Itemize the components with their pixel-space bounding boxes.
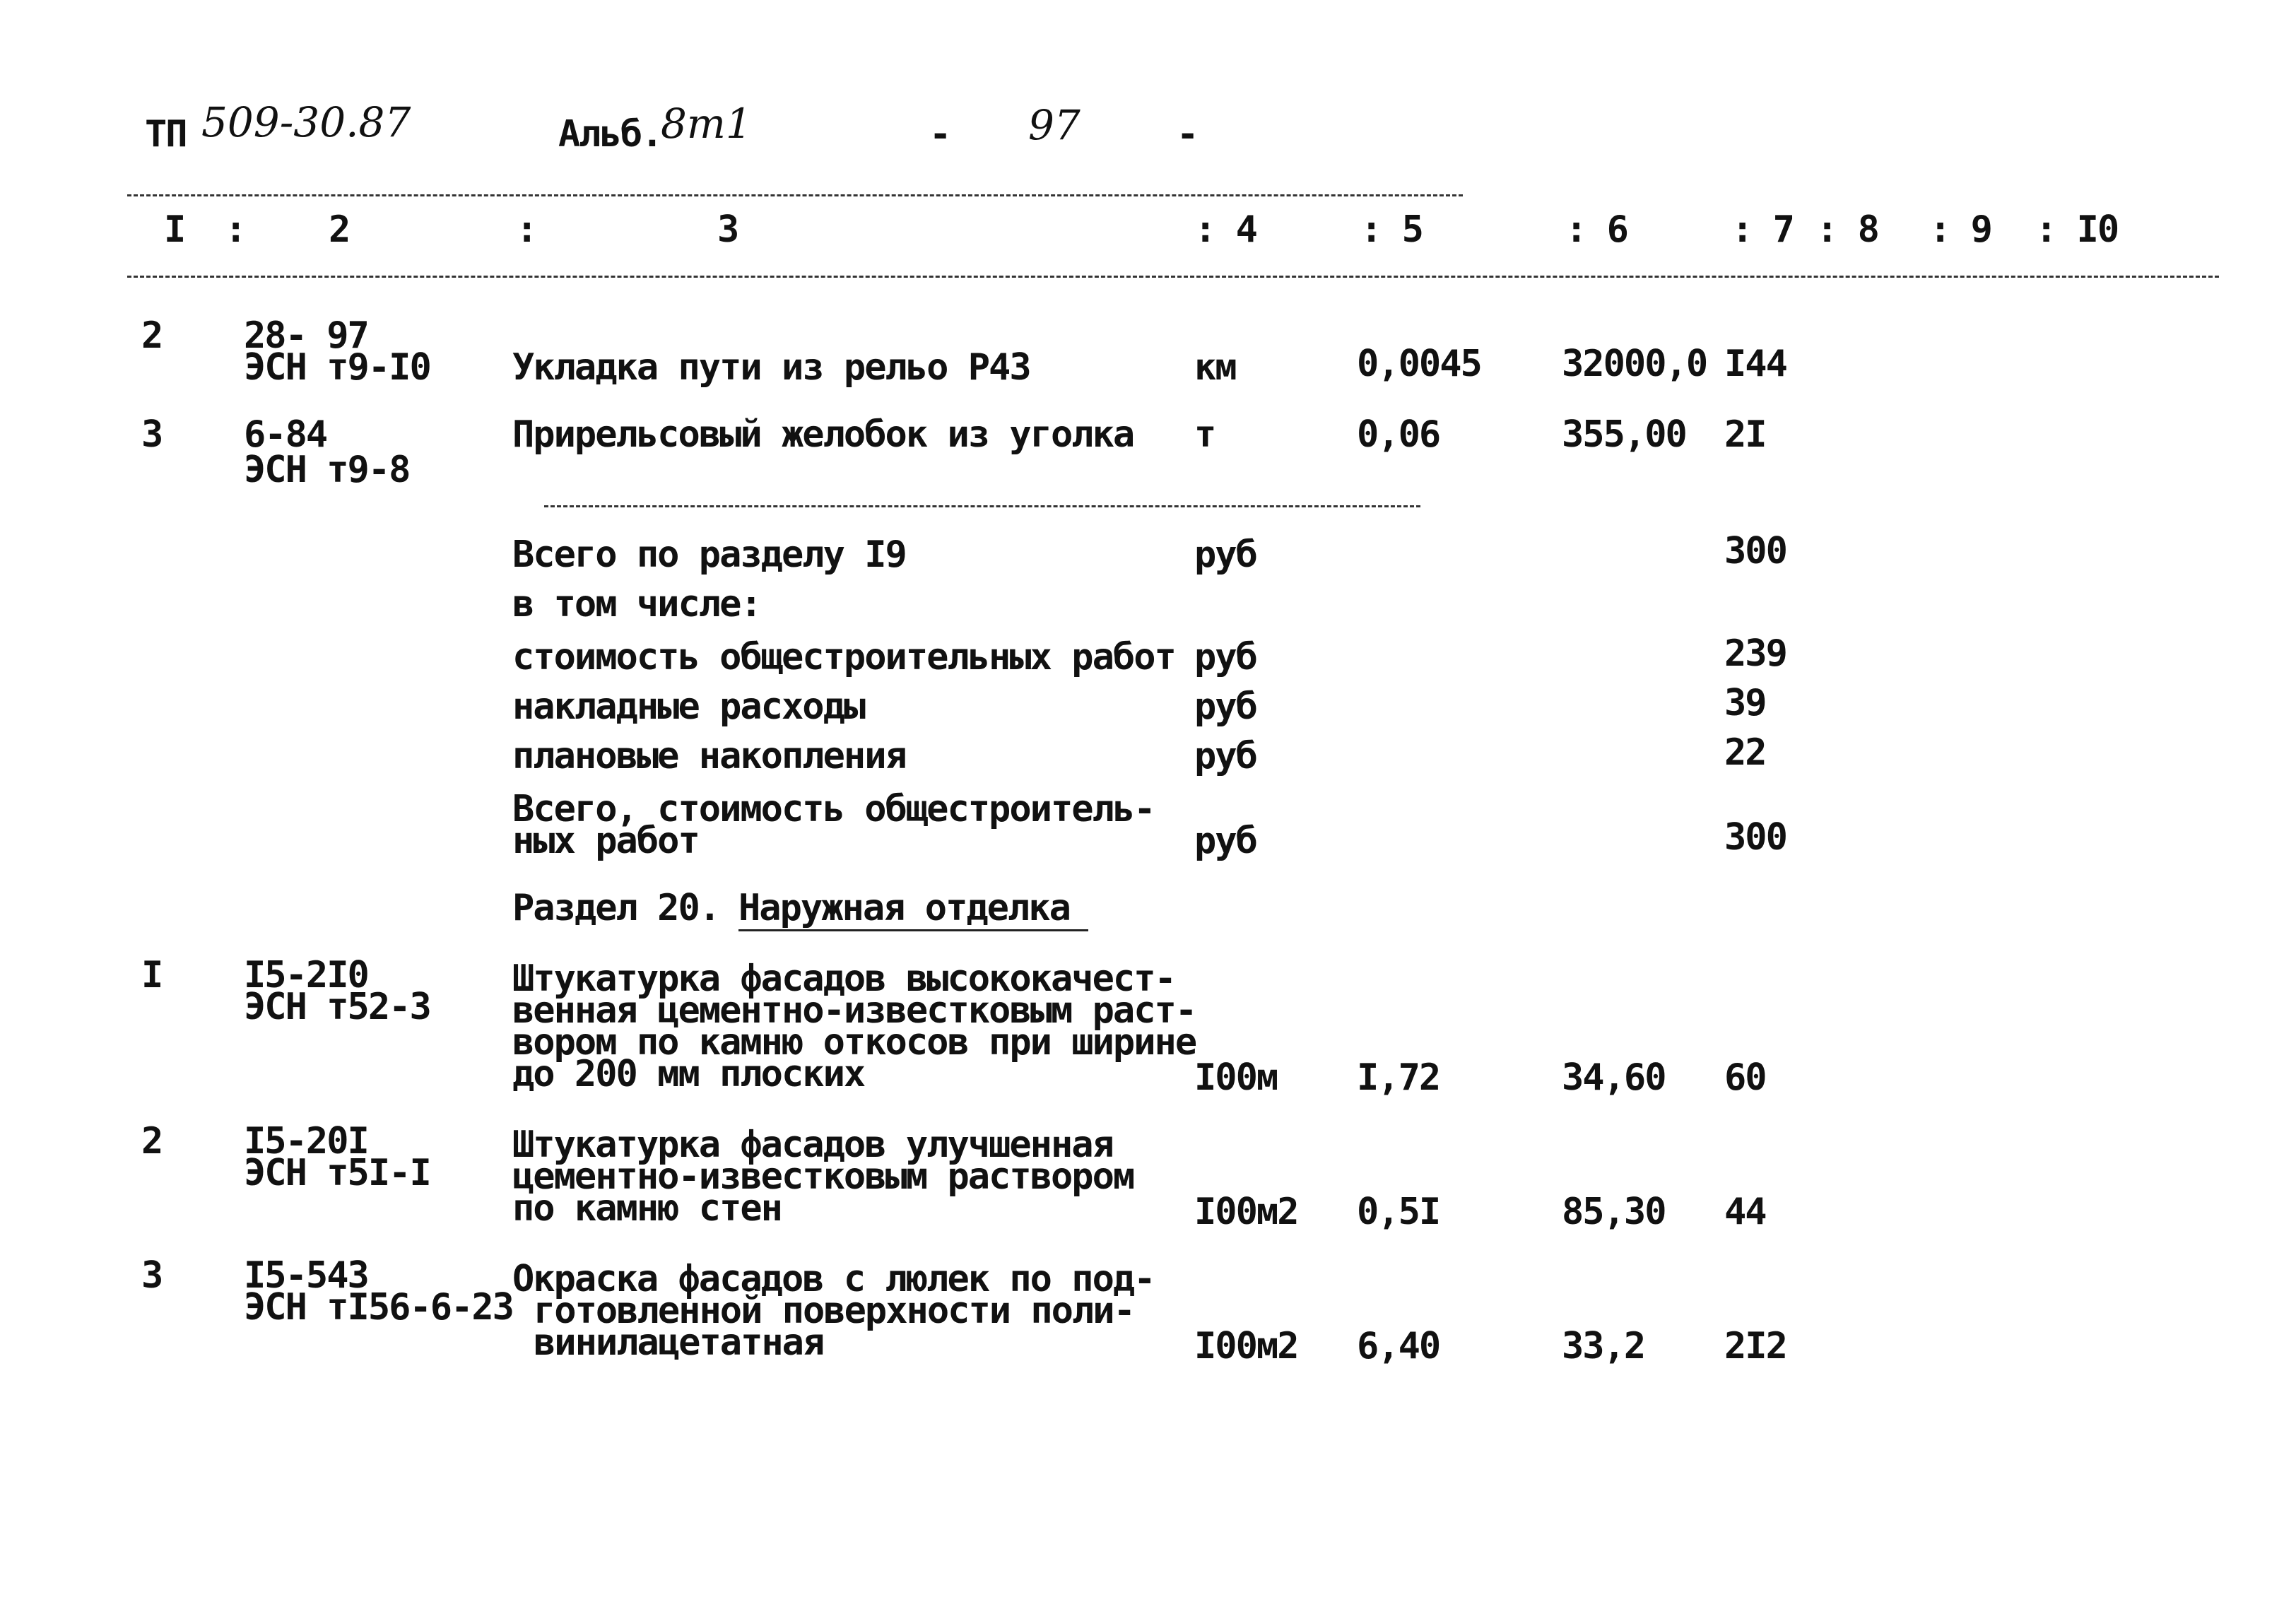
- col-7: : 7: [1731, 208, 1794, 251]
- col-sep: :: [516, 208, 537, 251]
- norm-code: I5-2I0: [244, 954, 368, 996]
- col-1: I: [164, 208, 185, 251]
- norm-code: I5-20I: [244, 1120, 368, 1162]
- unit-price: 34,60: [1562, 1056, 1666, 1099]
- unit: км: [1194, 346, 1236, 389]
- grand-total-value: 300: [1724, 816, 1786, 859]
- norm-reference: ЭСН т5I-I: [244, 1152, 430, 1194]
- construction-cost-unit: руб: [1194, 636, 1256, 678]
- header-rule-bottom: [127, 276, 2219, 278]
- work-description: готовленной поверхности поли-: [534, 1290, 1134, 1332]
- norm-reference: ЭСН т9-8: [244, 449, 410, 491]
- unit: I00м: [1194, 1056, 1278, 1099]
- album-number: 8т1: [661, 100, 752, 148]
- col-8: : 8: [1816, 208, 1878, 251]
- section-title-underline: [738, 929, 1088, 931]
- quantity: 0,5I: [1357, 1191, 1440, 1233]
- quantity: 0,0045: [1357, 343, 1481, 385]
- unit: I00м2: [1194, 1325, 1298, 1367]
- unit-price: 32000,0: [1562, 343, 1707, 385]
- norm-reference: ЭСН т52-3: [244, 986, 430, 1028]
- norm-code: 6-84: [244, 413, 327, 456]
- work-description: по камню стен: [512, 1187, 782, 1230]
- tp-number: 509-30.87: [201, 98, 411, 146]
- header-dash-right: -: [1177, 113, 1198, 155]
- total-unit: руб: [1194, 534, 1256, 576]
- total-value: 300: [1724, 530, 1786, 572]
- header-dash-left: -: [929, 113, 950, 155]
- planned-savings-label: плановые накопления: [512, 735, 906, 777]
- row-number: I: [141, 954, 163, 996]
- grand-total-label-cont: ных работ: [512, 820, 699, 862]
- col-3: 3: [717, 208, 738, 251]
- col-4: : 4: [1194, 208, 1256, 251]
- row-number: 3: [141, 1254, 163, 1297]
- col-6: : 6: [1565, 208, 1627, 251]
- unit-price: 85,30: [1562, 1191, 1666, 1233]
- total-cost: 60: [1724, 1056, 1766, 1099]
- subtotal-rule: [544, 505, 1420, 507]
- quantity: 6,40: [1357, 1325, 1440, 1367]
- album-label: Альб.: [558, 113, 662, 155]
- overhead-label: накладные расходы: [512, 685, 865, 728]
- row-number: 3: [141, 413, 163, 456]
- tp-label: ТП: [145, 113, 187, 155]
- planned-savings-value: 22: [1724, 731, 1766, 774]
- col-5: : 5: [1360, 208, 1423, 251]
- section-title: Наружная отделка: [738, 887, 1070, 929]
- norm-code: 28- 97: [244, 314, 368, 357]
- work-description: Укладка пути из рельо Р43: [512, 346, 1030, 389]
- col-2: 2: [329, 208, 350, 251]
- total-cost: I44: [1724, 343, 1786, 385]
- construction-cost-label: стоимость общестроительных работ: [512, 636, 1175, 678]
- overhead-value: 39: [1724, 682, 1766, 724]
- work-description: винилацетатная: [534, 1321, 824, 1364]
- quantity: I,72: [1357, 1056, 1440, 1099]
- quantity: 0,06: [1357, 413, 1440, 456]
- overhead-unit: руб: [1194, 685, 1256, 728]
- col-10: : I0: [2035, 208, 2119, 251]
- work-description: Прирельсовый желобок из уголка: [512, 413, 1134, 456]
- total-label: Всего по разделу I9: [512, 534, 906, 576]
- norm-reference: ЭСН т9-I0: [244, 346, 430, 389]
- unit: т: [1194, 413, 1215, 456]
- including-label: в том числе:: [512, 583, 761, 625]
- work-description: Штукатурка фасадов улучшенная: [512, 1124, 1113, 1166]
- work-description: венная цементно-известковым раст-: [512, 989, 1196, 1032]
- work-description: вором по камню откосов при ширине: [512, 1021, 1196, 1064]
- unit: I00м2: [1194, 1191, 1298, 1233]
- unit-price: 355,00: [1562, 413, 1686, 456]
- header-rule-top: [127, 194, 1463, 196]
- construction-cost-value: 239: [1724, 632, 1786, 675]
- work-description: до 200 мм плоских: [512, 1053, 865, 1095]
- section-prefix: Раздел 20.: [512, 887, 720, 929]
- total-cost: 44: [1724, 1191, 1766, 1233]
- grand-total-unit: руб: [1194, 820, 1256, 862]
- grand-total-label: Всего, стоимость общестроитель-: [512, 788, 1155, 830]
- col-9: : 9: [1929, 208, 1991, 251]
- unit-price: 33,2: [1562, 1325, 1645, 1367]
- norm-code: I5-543: [244, 1254, 368, 1297]
- total-cost: 2I2: [1724, 1325, 1786, 1367]
- row-number: 2: [141, 314, 163, 357]
- work-description: Окраска фасадов с люлек по под-: [512, 1258, 1155, 1300]
- page-number: 97: [1028, 101, 1081, 149]
- row-number: 2: [141, 1120, 163, 1162]
- col-sep: :: [225, 208, 246, 251]
- planned-savings-unit: руб: [1194, 735, 1256, 777]
- work-description: Штукатурка фасадов высококачест-: [512, 958, 1175, 1000]
- total-cost: 2I: [1724, 413, 1766, 456]
- work-description: цементно-известковым раствором: [512, 1155, 1134, 1198]
- norm-reference: ЭСН тI56-6-23: [244, 1286, 513, 1329]
